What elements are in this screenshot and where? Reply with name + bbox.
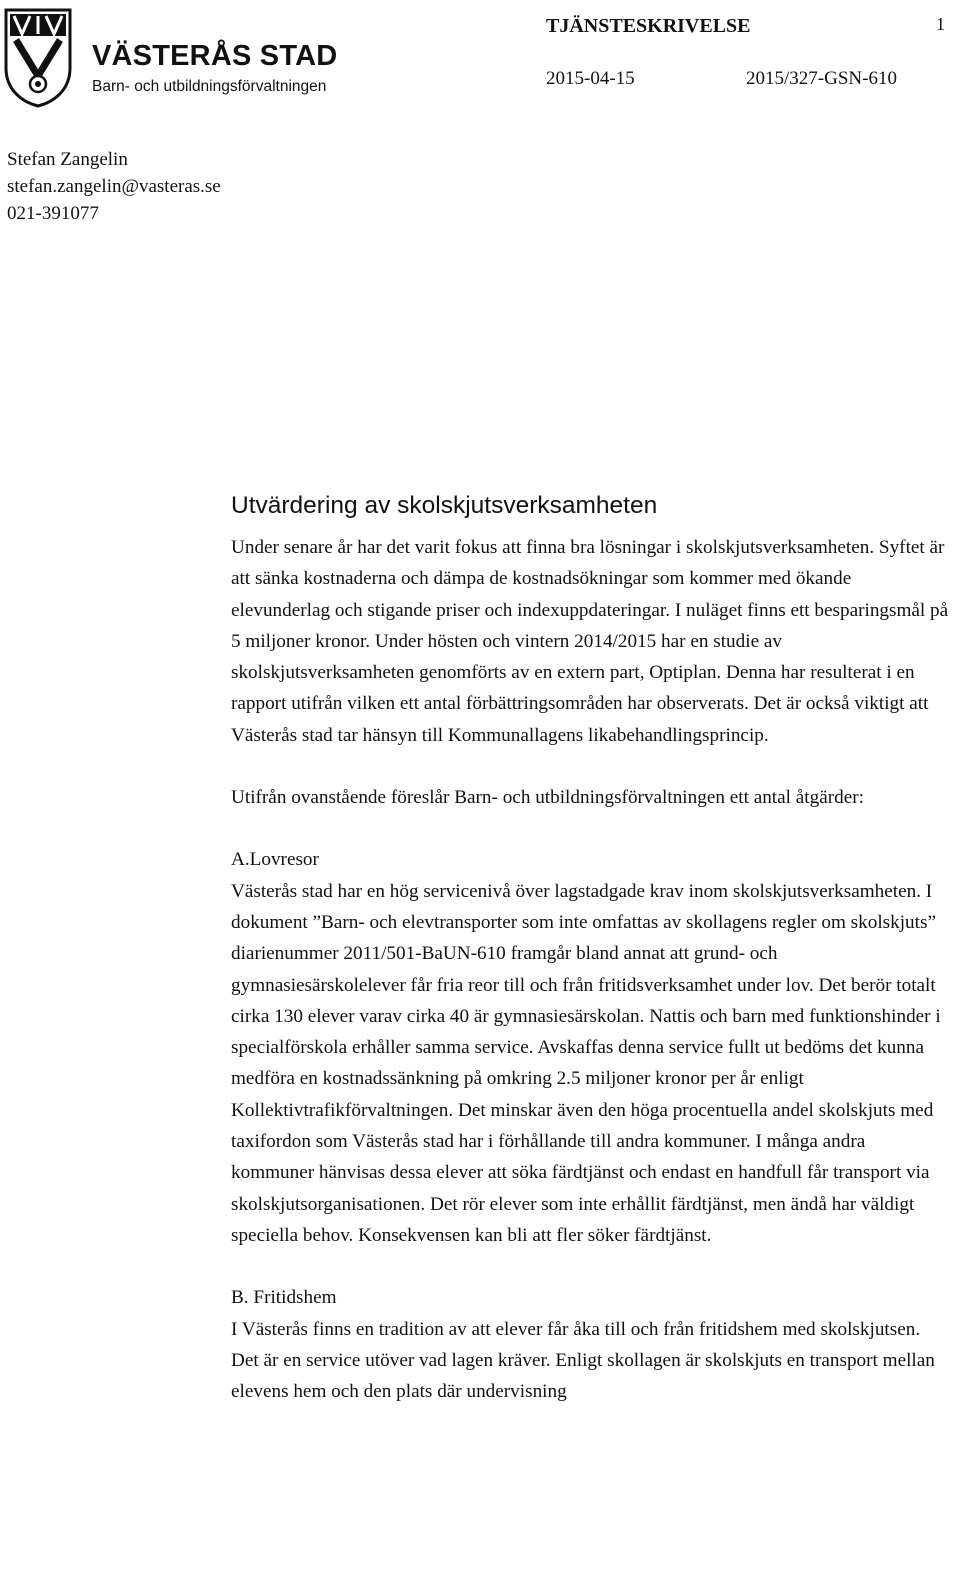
contact-phone: 021-391077 bbox=[7, 203, 99, 224]
document-type: TJÄNSTESKRIVELSE bbox=[546, 15, 751, 37]
document-reference: 2015/327-GSN-610 bbox=[746, 68, 897, 89]
section-a-heading: A.Lovresor bbox=[231, 849, 319, 871]
contact-block bbox=[7, 146, 221, 227]
contact-name: Stefan Zangelin bbox=[7, 149, 128, 170]
document-date: 2015-04-15 bbox=[546, 68, 635, 89]
coat-of-arms-logo bbox=[2, 6, 74, 108]
org-department: Barn- och utbildningsförvaltningen bbox=[92, 78, 327, 95]
document-title: Utvärdering av skolskjutsverksamheten bbox=[231, 492, 658, 519]
intro-paragraph: Under senare år har det varit fokus att finna bra lösningar i skolskjutsverksamheten. Syftet är att sänka kostnaderna och dämpa de kostnadsökningar som kommer med ökande elevunderlag och stigande priser och indexuppdateringar. I nuläget finns ett besparingsmål på 5 miljoner kronor. Under hösten och vintern 2014/2015 har en studie av skolskjutsverksamheten genomförts av en extern part, Optiplan. Denna har resulterat i en rapport utifrån vilken ett antal förbättringsområden har observerats. Det är också viktigt att Västerås stad tar hänsyn till Kommunallagens likabehandlingsprincip. bbox=[231, 537, 949, 746]
section-b-heading: B. Fritidshem bbox=[231, 1287, 337, 1309]
section-b-paragraph: I Västerås finns en tradition av att elever får åka till och från fritidshem med skolskjutsen. Det är en service utöver vad lagen kräver. Enligt skollagen är skolskjuts en transport mellan elevens hem och den plats där undervisning bbox=[231, 1318, 935, 1403]
document-body bbox=[231, 488, 951, 1407]
section-a-paragraph: Västerås stad har en hög servicenivå över lagstadgade krav inom skolskjutsverksamheten. I dokument ”Barn- och elevtransporter som inte omfattas av skollagens regler om skolskjuts” diarienummer 2011/501-BaUN-610 framgår bland annat att grund- och gymnasiesärskolelever får fria reor till och från fritidsverksamhet under lov. Det berör totalt cirka 130 elever varav cirka 40 är gymnasiesärskolan. Nattis och barn med funktionshinder i specialförskola erhåller samma service. Avskaffas denna service fullt ut bedöms det kunna medföra en kostnadssänkning på omkring 2.5 miljoner kronor per år enligt Kollektivtrafikförvaltningen. Det minskar även den höga procentuella andel skolskjuts med taxifordon som Västerås stad har i förhållande till andra kommuner. I många andra kommuner hänvisas dessa elever att söka färdtjänst och endast en handfull får transport via skolskjutsorganisationen. Det rör elever som inte erhållit färdtjänst, men ändå har väldigt speciella behov. Konsekvensen kan bli att fler söker färdtjänst. bbox=[231, 880, 941, 1246]
page-number: 1 bbox=[936, 14, 945, 34]
contact-email: stefan.zangelin@vasteras.se bbox=[7, 176, 221, 197]
org-name: VÄSTERÅS STAD bbox=[92, 40, 338, 72]
proposal-paragraph: Utifrån ovanstående föreslår Barn- och utbildningsförvaltningen ett antal åtgärder: bbox=[231, 787, 864, 809]
